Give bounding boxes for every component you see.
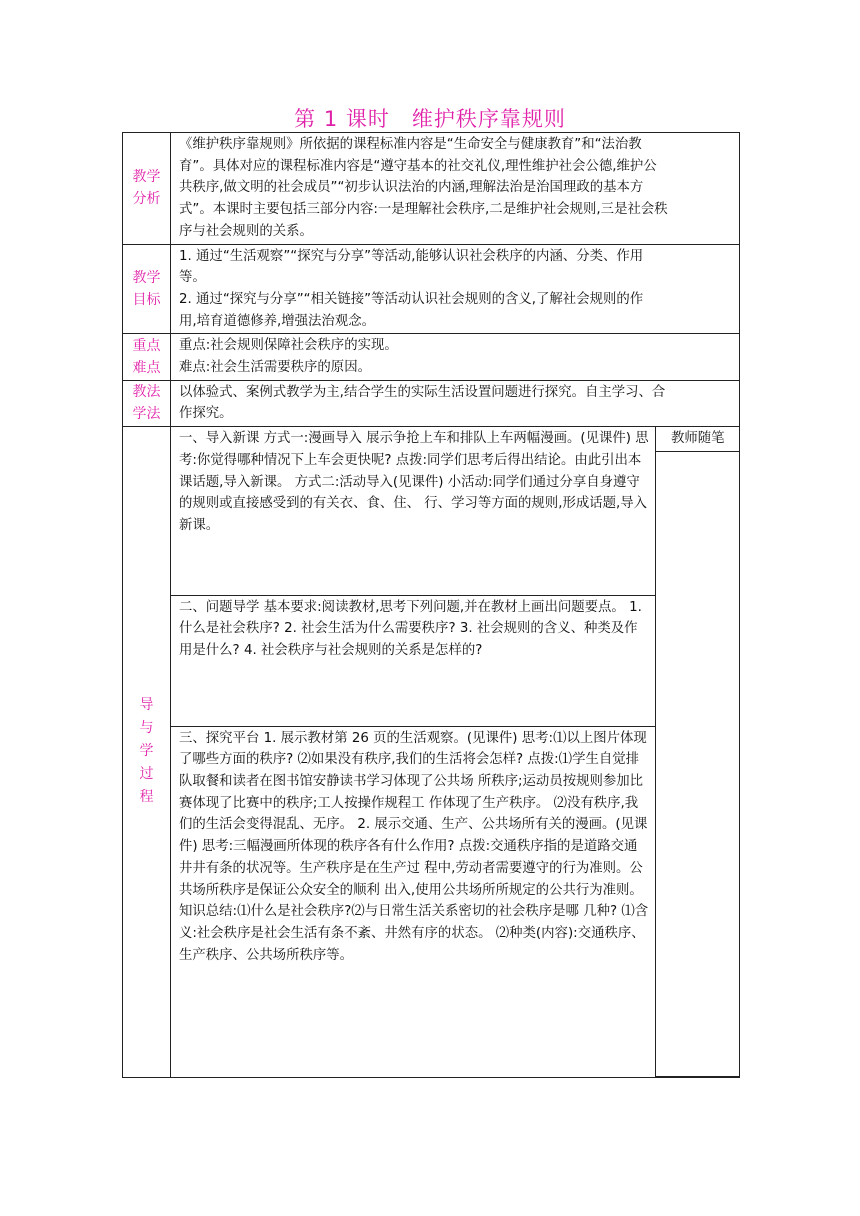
text-line: 用,培育道德修养,增强法治观念。 xyxy=(179,313,375,329)
goals-content xyxy=(171,244,740,334)
goals-row xyxy=(123,244,740,334)
lesson-title: 维护秩序靠规则 xyxy=(411,107,566,131)
text-line: 思考:你觉得哪种情况下上车会更快呢? xyxy=(179,431,649,468)
text-line: 2. 社会生活为什么需要秩序? xyxy=(284,621,456,637)
text-line: 点拨:同学们思考后得出结论。由此引出本课话题,导入新课。 xyxy=(179,452,642,490)
section-intro xyxy=(171,427,655,595)
process-inner-table xyxy=(171,427,740,1077)
text-line: 1. 展示教材第 26 页的生活观察。(见课件) xyxy=(263,730,518,746)
text-line: 共秩序,做文明的社会成员”“初步认识法治的内涵,理解法治是治国理政的基本方 xyxy=(179,180,644,196)
text-line: 展示争抢上车和排队上车两幅漫画。(见课件) xyxy=(366,431,631,447)
text-line: 3. 社会规则的含义、种类及作用是什么? xyxy=(179,621,638,659)
lesson-number: 第 1 课时 xyxy=(294,107,390,131)
text-line: 重点:社会规则保障社会秩序的实现。 xyxy=(179,338,398,354)
page-title xyxy=(0,104,860,134)
keypoints-label: 重点 难点 xyxy=(123,334,171,380)
text-line: 作探究。 xyxy=(179,406,233,422)
text-line: 点拨:交通秩序指的是道路交通井井有条的状况等。生产秩序是在生产过 xyxy=(179,839,638,876)
analysis-label: 教学 分析 xyxy=(123,133,171,245)
section-heading: 三、探究平台 xyxy=(179,730,260,746)
text-line: 几种? xyxy=(583,904,618,920)
text-line: 作体现了生产秩序。 xyxy=(428,795,550,811)
process-label: 导 与 学 过 程 xyxy=(123,427,171,1078)
section-heading: 一、导入新课 xyxy=(179,431,260,447)
text-line: 方式一:漫画导入 xyxy=(263,431,362,447)
section-exploration xyxy=(171,726,655,1076)
lesson-plan-table xyxy=(122,132,740,1078)
process-body xyxy=(171,427,740,1078)
text-line: 1. 什么是社会秩序? xyxy=(179,599,642,637)
text-line: 等。 xyxy=(179,270,206,286)
text-line: 2. 展示交通、生产、公共场所有关的漫画。(见课件) xyxy=(179,817,648,855)
text-line: 1. 通过“生活观察”“探究与分享”等活动,能够认识社会秩序的内涵、分类、作用 xyxy=(179,248,644,264)
keypoints-content xyxy=(171,334,740,380)
text-line: 小活动:同学们通过分享自身遵守的规则或直接感受到的有关衣、食、住、 xyxy=(179,474,640,512)
text-line: 4. 社会秩序与社会规则的关系是怎样的? xyxy=(243,643,483,659)
analysis-content xyxy=(171,133,740,245)
process-row xyxy=(123,427,740,1078)
text-line: ⑵没有秩序,我们的生活会变得混乱、无序。 xyxy=(179,795,639,833)
text-line: ⑵种类(内容):交通秩序、生产秩序、公共场所秩序等。 xyxy=(179,925,645,963)
methods-content xyxy=(171,380,740,426)
text-line: 难点:社会生活需要秩序的原因。 xyxy=(179,360,371,376)
text-line: 点拨:⑴学生自觉排队取餐和读者在图书馆安静读书学习体现了公共场 xyxy=(179,752,640,790)
text-line: 方式二:活动导入(见课件) xyxy=(294,474,444,490)
text-line: 《维护秩序靠规则》所依据的课程标准内容是“生命安全与健康教育”和“法治教 xyxy=(179,137,642,152)
teacher-notes-area xyxy=(656,452,741,1072)
section-heading: 二、问题导学 xyxy=(179,599,260,615)
text-line: 思考:⑴以上图片体现了哪些方面的秩序? xyxy=(179,730,647,768)
text-line: 以体验式、案例式教学为主,结合学生的实际生活设置问题进行探究。自主学习、合 xyxy=(179,384,666,400)
goals-label: 教学 目标 xyxy=(123,244,171,334)
text-line: 思考:三幅漫画所体现的秩序各有什么作用? xyxy=(201,839,455,855)
keypoints-row xyxy=(123,334,740,380)
teacher-notes-column xyxy=(655,427,740,1076)
methods-row xyxy=(123,380,740,426)
text-line: 知识总结:⑴什么是社会秩序?⑵与日常生活关系密切的社会秩序是哪 xyxy=(179,904,579,920)
text-line: ⑵如果没有秩序,我们的生活将会怎样? xyxy=(297,752,524,768)
text-line: 育”。具体对应的课程标准内容是“遵守基本的社交礼仪,理性维护社会公德,维护公 xyxy=(179,158,657,174)
analysis-row xyxy=(123,133,740,245)
text-line: ⑴含义:社会秩序是社会生活有条不紊、井然有序的状态。 xyxy=(179,904,649,941)
text-line: 出入,使用公共场所所规定的公共行为准则。 xyxy=(384,882,643,898)
text-line: 所秩序;运动员按规则参加比赛体现了比赛中的秩序;工人按操作规程工 xyxy=(179,774,644,811)
text-line: 式”。本课时主要包括三部分内容:一是理解社会秩序,二是维护社会规则,三是社会秩 xyxy=(179,202,668,218)
text-line: 序与社会规则的关系。 xyxy=(179,223,313,239)
text-line: 行、学习等方面的规则,形成话题,导入新课。 xyxy=(179,496,648,533)
text-line: 基本要求:阅读教材,思考下列问题,并在教材上画出问题要点。 xyxy=(263,599,625,615)
text-line: 程中,劳动者需要遵守的行为准则。公共场所秩序是保证公众安全的顺利 xyxy=(179,860,643,898)
text-line: 2. 通过“探究与分享”“相关链接”等活动认识社会规则的含义,了解社会规则的作 xyxy=(179,291,644,307)
section-guided-questions xyxy=(171,595,655,726)
methods-label: 教法 学法 xyxy=(123,380,171,426)
teacher-notes-header: 教师随笔 xyxy=(656,427,741,452)
